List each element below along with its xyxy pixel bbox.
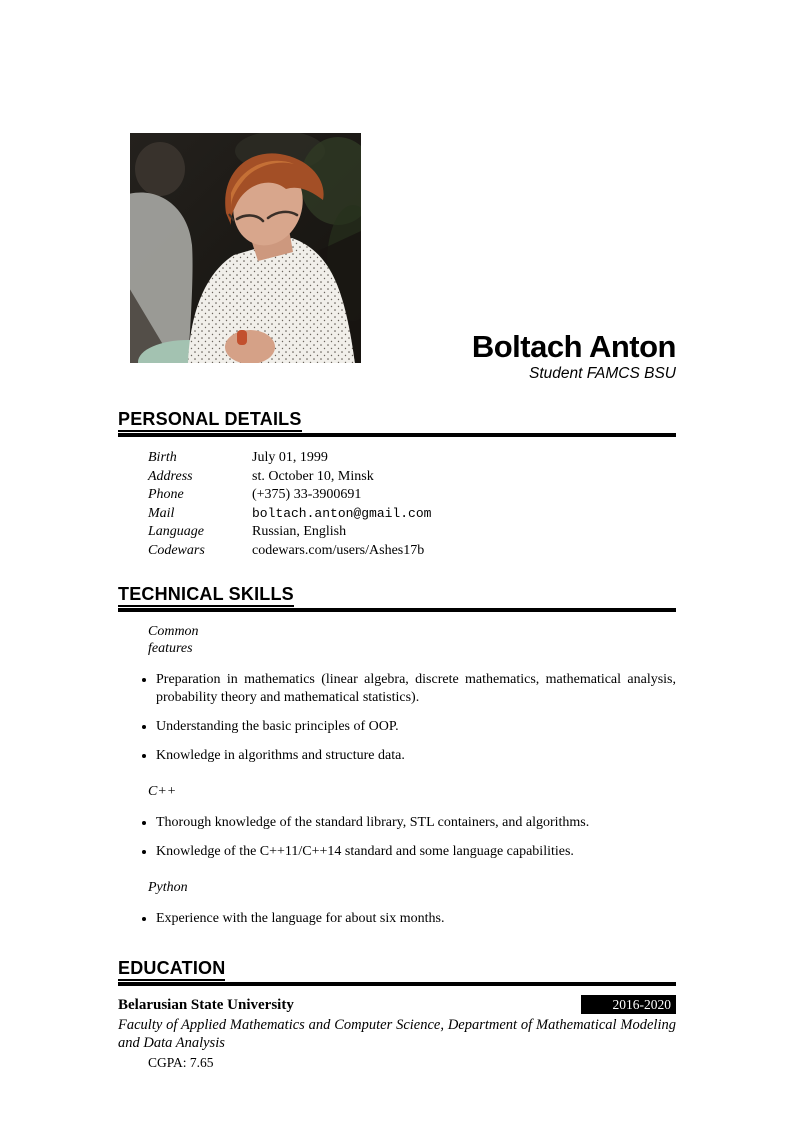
- field-value: Russian, English: [252, 524, 347, 539]
- field-label: Language: [148, 524, 204, 539]
- skill-item: • Preparation in mathematics (linear algebra, discrete mathematics, mathematical analysis, probability theory and mathematical statistics).: [156, 671, 676, 707]
- cgpa-value: CGPA: 7.65: [148, 1055, 214, 1070]
- skill-list-python: [118, 910, 676, 928]
- skill-item: • Thorough knowledge of the standard library, STL containers, and algorithms.: [156, 814, 676, 832]
- field-label: Birth: [148, 450, 177, 465]
- skill-item: • Knowledge in algorithms and structure data.: [156, 747, 676, 765]
- skill-group-label-common: Common features: [148, 624, 199, 656]
- skill-list-cpp: [118, 814, 676, 861]
- field-row-address: [148, 468, 676, 487]
- education-heading: [118, 958, 676, 986]
- field-label: Address: [148, 468, 193, 484]
- field-row-language: [148, 523, 676, 542]
- profile-photo-image: [130, 133, 361, 363]
- faculty-description: Faculty of Applied Mathematics and Computer Science, Department of Mathematical Modeling and Data Analysis: [118, 1017, 676, 1051]
- technical-skills-heading: [118, 584, 676, 612]
- email-link[interactable]: boltach.anton@gmail.com: [252, 505, 432, 521]
- field-value: July 01, 1999: [252, 450, 328, 465]
- education-entry: [118, 995, 676, 1015]
- field-label: Mail: [148, 505, 175, 521]
- skill-item: • Knowledge of the C++11/C++14 standard and some language capabilities.: [156, 843, 676, 861]
- technical-skills-section: [118, 584, 676, 928]
- field-value: st. October 10, Minsk: [252, 468, 374, 484]
- page-title: Boltach Anton: [471, 329, 676, 364]
- field-row-mail: [148, 505, 676, 524]
- skill-group-label-python: Python: [148, 880, 188, 895]
- skill-list-common: [118, 671, 676, 765]
- field-label: Codewars: [148, 542, 205, 558]
- years-badge: 2016-2020: [581, 995, 677, 1014]
- section-rule: [118, 433, 676, 437]
- education-section: [118, 958, 676, 1071]
- skill-item: • Experience with the language for about six months.: [156, 910, 676, 928]
- personal-details-fields: [148, 449, 676, 560]
- personal-details-heading: [118, 409, 676, 437]
- codewars-link[interactable]: codewars.com/users/Ashes17b: [252, 542, 425, 558]
- institution-name: Belarusian State University: [118, 997, 294, 1013]
- section-title: TECHNICAL SKILLS: [118, 584, 294, 607]
- field-value: (+375) 33-3900691: [252, 487, 362, 502]
- section-rule: [118, 608, 676, 612]
- personal-details-section: [118, 409, 676, 560]
- section-rule: [118, 982, 676, 986]
- header: [118, 133, 676, 382]
- profile-photo: [130, 133, 361, 363]
- skill-item: • Understanding the basic principles of OOP.: [156, 718, 676, 736]
- section-title: PERSONAL DETAILS: [118, 409, 302, 432]
- title-block: [361, 331, 676, 383]
- skill-group-label-cpp: C++: [148, 784, 177, 799]
- section-title: EDUCATION: [118, 958, 225, 981]
- field-row-phone: [148, 486, 676, 505]
- field-label: Phone: [148, 487, 184, 502]
- page-subtitle: Student FAMCS BSU: [528, 365, 676, 382]
- field-row-birth: [148, 449, 676, 468]
- field-row-codewars: [148, 542, 676, 561]
